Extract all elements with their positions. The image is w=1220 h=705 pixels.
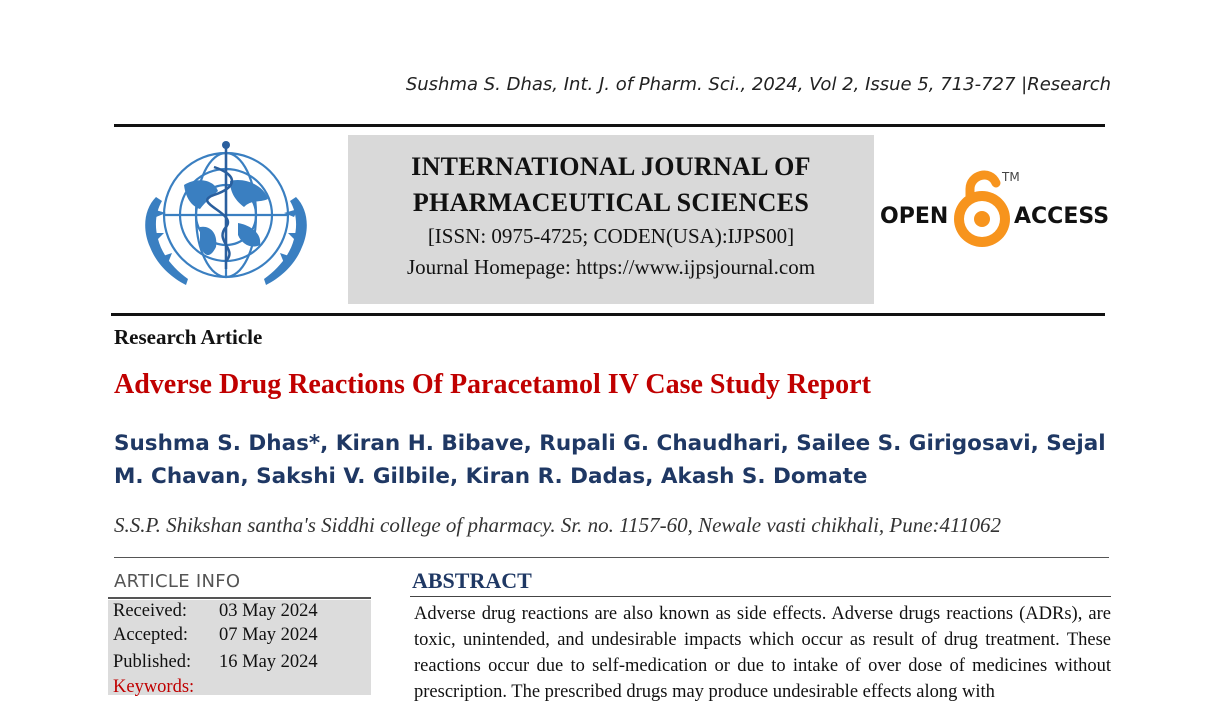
trademark-mark: TM (1002, 170, 1020, 184)
article-info-underline (108, 597, 371, 599)
open-access-logo (878, 165, 1110, 255)
journal-issn: [ISSN: 0975-4725; CODEN(USA):IJPS00] (427, 224, 795, 248)
published-row (113, 652, 318, 673)
journal-name-line1: INTERNATIONAL JOURNAL OF (411, 152, 811, 181)
accepted-date: 07 May 2024 (219, 625, 318, 645)
journal-homepage: Journal Homepage: https://www.ijpsjournal.com (406, 255, 816, 279)
accepted-row (113, 625, 318, 646)
journal-banner (348, 135, 874, 304)
who-emblem-logo (126, 137, 326, 307)
author-list-line1: Sushma S. Dhas*, Kiran H. Bibave, Rupali G. Chaudhari, Sailee S. Girigosavi, Sejal (114, 431, 1106, 456)
author-affiliation: S.S.P. Shikshan santha's Siddhi college of pharmacy. Sr. no. 1157-60, Newale vasti chikhali, Pune:411062 (114, 513, 1001, 537)
top-rule (114, 124, 1105, 127)
article-title: Adverse Drug Reactions Of Paracetamol IV Case Study Report (114, 369, 871, 400)
journal-name-line2: PHARMACEUTICAL SCIENCES (412, 188, 810, 217)
published-date: 16 May 2024 (219, 652, 318, 672)
published-label: Published: (113, 652, 192, 672)
running-header: Sushma S. Dhas, Int. J. of Pharm. Sci., 2024, Vol 2, Issue 5, 713-727 |Research (405, 74, 1111, 95)
banner-bottom-rule (111, 313, 1105, 316)
article-info-heading: ARTICLE INFO (114, 571, 241, 592)
keywords-label: Keywords: (113, 677, 195, 697)
affiliation-divider (114, 557, 1109, 558)
abstract-text: Adverse drug reactions are also known as side effects. Adverse drugs reactions (ADRs), are toxic, unintended, and undesirable impacts which occur as result of drug treatment. These reactions occur due to self-medication or due to intake of over dose of medicines without prescription. The prescribed drugs may produce undesirable effects along with (414, 604, 1111, 702)
received-label: Received: (113, 601, 187, 621)
open-access-left-text: OPEN (880, 204, 949, 229)
author-list (114, 427, 1114, 493)
article-type: Research Article (114, 325, 263, 349)
abstract-underline (410, 596, 1111, 597)
article-info-box (108, 600, 371, 695)
open-access-right-text: ACCESS (1014, 204, 1110, 229)
accepted-label: Accepted: (113, 625, 188, 645)
received-date: 03 May 2024 (219, 601, 318, 621)
abstract-heading: ABSTRACT (412, 568, 532, 593)
author-list-line2: M. Chavan, Sakshi V. Gilbile, Kiran R. Dadas, Akash S. Domate (114, 464, 868, 489)
received-row (113, 601, 318, 622)
